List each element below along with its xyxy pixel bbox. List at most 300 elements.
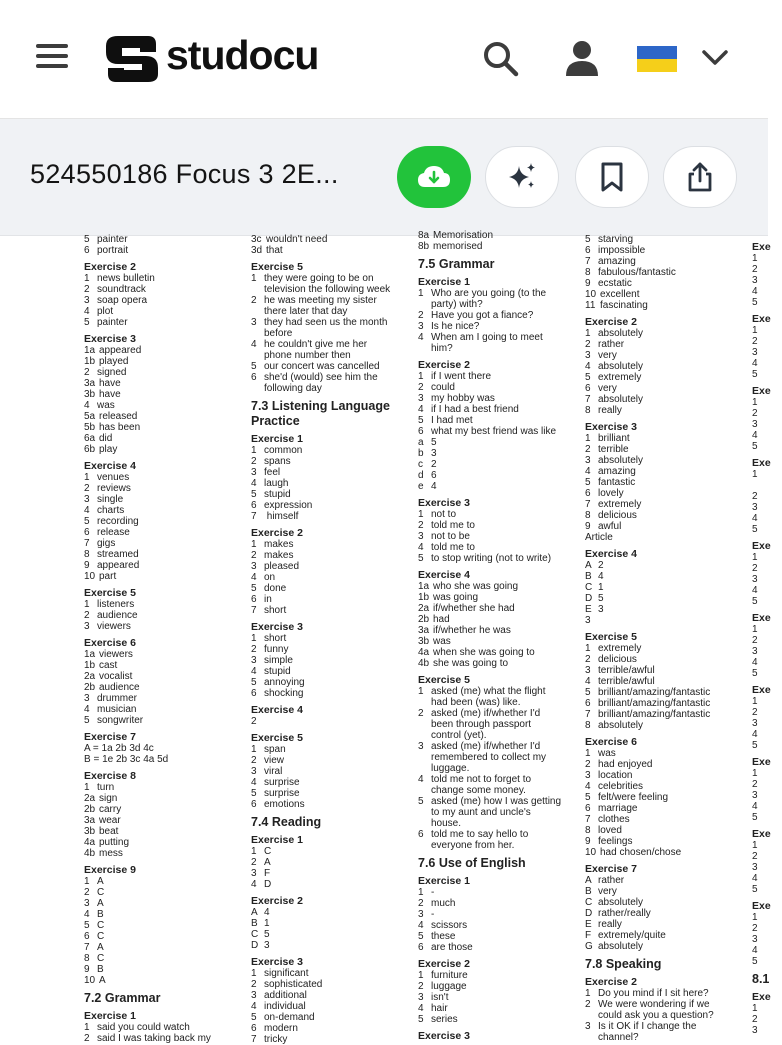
share-icon [685,161,715,193]
answer-text: putting [99,837,130,848]
answer-line [418,829,578,840]
answer-number: 6 [251,594,257,605]
answer-text: really [598,919,622,930]
answer-number: 2 [84,887,90,898]
answer-number: 2 [585,654,591,665]
answer-text: 5 [752,441,758,452]
answer-text: musician [97,704,137,715]
answer-text: absolutely [598,361,644,372]
answer-line [84,245,244,256]
answer-line [84,782,244,793]
answer-line [418,898,578,909]
answer-line [418,741,578,752]
answer-number: 5 [251,788,257,799]
answer-line [585,941,745,952]
answer-text: 2 [752,1014,758,1025]
answer-number: 3 [585,350,591,361]
answer-text: Do you mind if I sit here? [598,988,709,999]
answer-text: 4 [752,585,758,596]
answer-number: 4 [418,920,424,931]
answer-text: celebrities [598,781,644,792]
answer-text: surprise [264,777,300,788]
answer-text: portrait [97,245,129,256]
answer-continuation: phone number then [264,350,351,361]
answer-text: surprise [264,788,300,799]
answer-text: spans [264,456,291,467]
answer-text: series [431,1014,458,1025]
answer-number: 7 [585,499,591,510]
answer-text: cast [99,660,118,671]
answer-text: 4 [752,358,758,369]
answer-line [251,1034,411,1045]
answer-text: extremely [598,643,642,654]
answer-line [251,372,411,383]
answer-number: 3a [84,815,96,826]
answer-text: they were going to be on [264,273,374,284]
section-heading: 7.5 Grammar [418,257,495,271]
answer-number: 10 [84,975,96,986]
answer-text: beat [99,826,119,837]
answer-text: stupid [264,489,291,500]
top-nav-bar [0,0,768,119]
answer-line [585,477,745,488]
answer-number: 6 [84,527,90,538]
answer-line [585,339,745,350]
answer-text: painter [97,317,128,328]
answer-continuation: before [264,328,293,339]
exercise-heading: Exe [752,991,771,1003]
answer-line [418,909,578,920]
answer-text: 5 [752,668,758,679]
answer-text: gigs [97,538,116,549]
answer-text: 1 [752,840,758,851]
answer-line [251,940,411,951]
answer-number: 1 [585,748,591,759]
search-icon[interactable] [482,40,520,78]
exercise-heading: Exercise 7 [585,863,637,875]
answer-number: 4a [84,837,96,848]
download-button[interactable] [397,146,471,208]
exercise-heading: Exercise 2 [84,261,136,273]
answer-text: viral [264,766,283,777]
answer-text: funny [264,644,289,655]
answer-text: A = 1a 2b 3d 4c [84,743,154,754]
answer-line [84,444,244,455]
answer-text: 5 [752,369,758,380]
exercise-heading: Exercise 2 [418,958,470,970]
answer-line [585,999,745,1010]
answer-text: 5 [752,812,758,823]
answer-number: 1 [84,1022,90,1033]
answer-number: 2 [251,550,257,561]
answer-text: these [431,931,456,942]
answer-number: 5 [251,583,257,594]
answer-text: 6 [431,470,437,481]
answer-number: 5 [84,516,90,527]
studocu-logo-icon[interactable] [104,34,160,84]
answer-text: A [99,975,106,986]
answer-line [84,599,244,610]
answer-line [585,847,745,858]
answer-number: 1 [585,643,591,654]
answer-number: 4 [418,404,424,415]
answer-text: absolutely [598,394,644,405]
answer-line [418,1003,578,1014]
answer-line [585,792,745,803]
answer-text: 5 [752,956,758,967]
answer-line [84,837,244,848]
answer-text: sophisticated [264,979,323,990]
answer-number: 6 [418,942,424,953]
answer-text: expression [264,500,313,511]
exercise-heading: Exe [752,900,771,912]
answer-number: 4 [585,466,591,477]
answer-text: told me to [431,520,475,531]
answer-number: 2 [418,708,424,719]
answer-number: 3 [84,898,90,909]
answer-line [84,1022,244,1033]
answer-number: 7 [251,1034,257,1045]
answer-text: starving [598,234,634,245]
answer-text: B [97,909,104,920]
brand-name[interactable]: studocu [166,32,319,78]
answer-text: if I went there [431,371,492,382]
answer-line [585,278,745,289]
answer-line [251,990,411,1001]
exercise-heading: Exercise 1 [418,276,470,288]
answer-text: feel [264,467,281,478]
answer-number: 2a [418,603,430,614]
answer-number: 6 [251,688,257,699]
section-heading: 7.8 Speaking [585,957,662,971]
answer-text: 4 [752,513,758,524]
answer-number: 3c [251,234,262,245]
answer-number: 6 [585,383,591,394]
answer-line [418,371,578,382]
answer-line [418,520,578,531]
answer-line [585,748,745,759]
answer-line [84,505,244,516]
answer-text: brilliant [598,433,630,444]
answer-text: short [264,605,287,616]
answer-text: has been [99,422,141,433]
answer-text: what my best friend was like [431,426,557,437]
answer-number: 2b [418,614,430,625]
answer-number: 5 [585,792,591,803]
answer-text: sign [99,793,118,804]
answer-line [585,300,745,311]
answer-line [418,509,578,520]
answer-number: B [585,571,592,582]
answer-line [251,799,411,810]
answer-text: charts [97,505,125,516]
answer-line [585,930,745,941]
answer-number: 4 [418,1003,424,1014]
answer-text: 1 [752,768,758,779]
answer-line [585,988,745,999]
answer-number: A [585,875,592,886]
answer-number: 5 [585,234,591,245]
answer-line [418,658,578,669]
answer-text: 3 [431,448,437,459]
answer-number: 5 [84,317,90,328]
answer-text: 2 [752,336,758,347]
answer-text: 4 [752,729,758,740]
answer-text: rather/really [598,908,651,919]
answer-text: news bulletin [97,273,155,284]
answer-text: 5 [752,884,758,895]
answer-line [418,531,578,542]
answer-text: short [264,633,287,644]
answer-number: 7 [585,256,591,267]
answer-text: absolutely [598,455,644,466]
answer-number: 4 [251,666,257,677]
answer-text: ecstatic [598,278,632,289]
exercise-heading: Exercise 3 [418,497,470,509]
section-heading: 7.3 Listening Language [251,399,390,413]
answer-line [585,488,745,499]
answer-text: vocalist [99,671,133,682]
answer-line [418,647,578,658]
answer-line [84,621,244,632]
answer-continuation: television the following week [264,284,391,295]
answer-number: C [585,897,593,908]
answer-number: 7 [84,538,90,549]
answer-line [418,382,578,393]
answer-text: 3 [752,790,758,801]
answer-line [418,542,578,553]
answer-line [418,625,578,636]
answer-number: 8a [418,230,430,241]
answer-text: A [264,857,271,868]
answer-line [84,1033,244,1044]
answer-line [418,970,578,981]
chevron-down-icon[interactable] [700,48,730,68]
answer-number: 2 [251,295,257,306]
answer-number: 4 [418,542,424,553]
answer-text: himself [264,511,299,522]
answer-text: had enjoyed [598,759,653,770]
answer-text: plot [97,306,114,317]
answer-text: additional [264,990,307,1001]
answer-line [251,273,411,284]
answer-line [418,415,578,426]
answer-number: 5 [84,234,90,245]
answer-text: asked (me) how I was getting [431,796,562,807]
answer-number: 2 [251,456,257,467]
answer-line [418,592,578,603]
answer-number: 2 [418,898,424,909]
answer-number: 2 [84,367,90,378]
answer-text: 3 [752,646,758,657]
section-heading: 8.1 [752,972,770,986]
answer-text: furniture [431,970,468,981]
answer-text: Have you got a fiance? [431,310,534,321]
answer-text: Is it OK if I change the [598,1021,697,1032]
exercise-heading: Exercise 4 [84,460,136,472]
answer-text: awful [598,521,622,532]
answer-number: 1 [251,445,257,456]
answer-line [251,755,411,766]
exercise-heading: Exercise 5 [418,674,470,686]
answer-line [585,256,745,267]
answer-text: felt/were feeling [598,792,669,803]
answer-number: 1b [84,660,96,671]
answer-line [585,455,745,466]
answer-line [251,361,411,372]
answer-number: G [585,941,593,952]
answer-line [84,848,244,859]
answer-number: 2 [418,310,424,321]
answer-text: if/whether she had [433,603,515,614]
answer-number: 3 [418,741,424,752]
answer-number: 4 [84,306,90,317]
answer-line [251,879,411,890]
answer-text: 1 [752,253,758,264]
answer-line [251,788,411,799]
answer-line [84,715,244,726]
answer-number: 1 [418,686,424,697]
answer-number: 1 [251,273,257,284]
answer-continuation: house. [431,818,462,829]
answer-text: rather [598,875,625,886]
answer-text: 2 [251,716,257,727]
answer-continuation: luggage. [431,763,470,774]
answer-text: 2 [752,563,758,574]
answer-line [251,688,411,699]
answer-text: she was going to [433,658,509,669]
answer-line [585,267,745,278]
answer-text: play [99,444,118,455]
answer-text: 2 [752,635,758,646]
answer-number: 10 [585,289,597,300]
answer-number: 3a [418,625,430,636]
answer-text: excellent [600,289,640,300]
exercise-heading: Exercise 2 [585,316,637,328]
exercise-heading: Exe [752,684,771,696]
bookmark-button[interactable] [575,146,649,208]
answer-text: very [598,383,617,394]
answer-text: 3 [752,574,758,585]
answer-number: 1 [84,273,90,284]
answer-text: reviews [97,483,131,494]
section-heading: 7.4 Reading [251,815,322,829]
answer-number: 5 [84,715,90,726]
answer-text: asked (me) if/whether I'd [431,708,541,719]
exercise-heading: Exercise 3 [418,1030,470,1042]
answer-number: 6 [251,500,257,511]
answer-continuation: everyone from her. [431,840,515,851]
answer-text: - [431,887,435,898]
exercise-heading: Exercise 1 [251,433,303,445]
answer-number: 3 [585,770,591,781]
answer-line [84,400,244,411]
answer-line [585,814,745,825]
answer-line [84,295,244,306]
answer-line [585,781,745,792]
answer-text: stupid [264,666,291,677]
share-button[interactable] [663,146,737,208]
answer-number: 1 [585,328,591,339]
answer-number: 2 [418,382,424,393]
answer-line [585,720,745,731]
answer-line [84,804,244,815]
answer-text: - [431,909,435,920]
answer-line [585,698,745,709]
ai-assistant-button[interactable] [485,146,559,208]
answer-number: 7 [251,605,257,616]
answer-text: 1 [752,1003,758,1014]
answer-text: when she was going to [433,647,535,658]
answer-text: could [431,382,455,393]
exercise-heading: Exercise 3 [585,421,637,433]
answer-text: have [99,389,121,400]
answer-number: E [585,919,592,930]
answer-line [84,649,244,660]
answer-line [84,975,244,986]
exercise-heading: Exercise 3 [251,956,303,968]
answer-number: 5 [585,687,591,698]
answer-text: mess [99,848,123,859]
answer-number: B [585,886,592,897]
answer-text: really [598,405,622,416]
answer-number: 3 [84,494,90,505]
answer-text: part [99,571,117,582]
answer-number: 1b [418,592,430,603]
answer-text: 5 [598,593,604,604]
answer-number: 8 [585,825,591,836]
answer-text: on [264,572,276,583]
answer-line [251,744,411,755]
answer-number: 8 [84,953,90,964]
answer-text: makes [264,539,294,550]
answer-number: 3b [84,389,96,400]
answer-text: 4 [752,873,758,884]
answer-line [418,448,578,459]
answer-number: 2 [418,981,424,992]
answer-number: 3 [585,455,591,466]
answer-number: 1b [84,356,96,367]
answer-text: painter [97,234,128,245]
answer-number: c [418,459,423,470]
user-icon[interactable] [564,40,600,78]
answer-line [585,886,745,897]
answer-text: fantastic [598,477,636,488]
answer-number: 5 [251,677,257,688]
answer-text: C [97,920,105,931]
answer-number: 9 [585,278,591,289]
answer-line [251,918,411,929]
answer-text: scissors [431,920,468,931]
exercise-heading: Exe [752,457,771,469]
hamburger-icon[interactable] [36,44,68,72]
answer-number: 6 [585,698,591,709]
answer-number: 2a [84,793,96,804]
answer-number: 5 [418,796,424,807]
answer-line [585,571,745,582]
ukraine-flag-icon[interactable] [637,46,677,72]
answer-line [84,920,244,931]
answer-number: 9 [585,521,591,532]
answer-number: 3 [251,868,257,879]
answer-number: 5 [251,1012,257,1023]
answer-number: 6 [418,426,424,437]
answer-text: impossible [598,245,646,256]
answer-line [84,389,244,400]
answer-number: 6 [418,829,424,840]
answer-text: luggage [431,981,467,992]
answer-line [585,919,745,930]
